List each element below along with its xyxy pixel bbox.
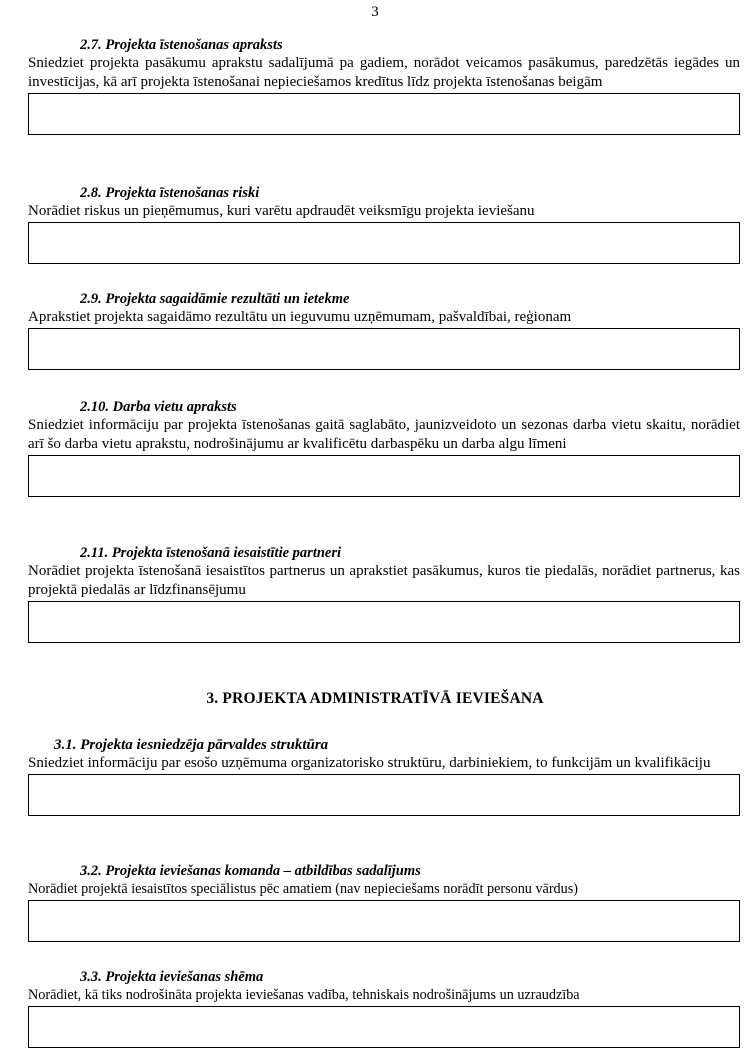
answer-box-2-7[interactable]: [28, 93, 740, 135]
section-description: Sniedziet projekta pasākumu aprakstu sadalījumā pa gadiem, norādot veicamos pasākumus, paredzētās iegādes un investīcijas, kā arī projekta īstenošanai nepieciešamos kredītus līdz projekta īstenošanas beigām: [28, 55, 740, 90]
answer-box-3-2[interactable]: [28, 900, 740, 942]
section-description: Norādiet, kā tiks nodrošināta projekta ieviešanas vadība, tehniskais nodrošinājums un uzraudzība: [28, 987, 580, 1003]
section-description: Sniedziet informāciju par projekta īstenošanas gaitā saglabāto, jaunizveidoto un sezonas darba vietu skaitu, norādiet arī šo darba vietu aprakstu, nodrošinājumu ar kvalificētu darbaspēku un darba algu līmeni: [28, 417, 740, 452]
answer-box-2-10[interactable]: [28, 455, 740, 497]
section-title: 2.7. Projekta īstenošanas apraksts: [80, 37, 283, 53]
answer-box-2-8[interactable]: [28, 222, 740, 264]
section-title: 2.10. Darba vietu apraksts: [80, 399, 237, 415]
section-3-3: [28, 968, 740, 1048]
section-title: 3.2. Projekta ieviešanas komanda – atbildības sadalījums: [80, 863, 421, 879]
section-2-11: [28, 544, 740, 643]
section-2-10: [28, 398, 740, 497]
section-description: Aprakstiet projekta sagaidāmo rezultātu un ieguvumu uzņēmumam, pašvaldībai, reģionam: [28, 309, 572, 325]
answer-box-3-1[interactable]: [28, 774, 740, 816]
answer-box-2-11[interactable]: [28, 601, 740, 643]
section-description: Norādiet projektā iesaistītos speciālistus pēc amatiem (nav nepieciešams norādīt personu vārdus): [28, 881, 578, 897]
section-title: 2.8. Projekta īstenošanas riski: [80, 185, 260, 201]
section-title: 3.1. Projekta iesniedzēja pārvaldes struktūra: [54, 737, 329, 753]
section-2-8: [28, 184, 740, 264]
section-title: 2.11. Projekta īstenošanā iesaistītie partneri: [80, 545, 342, 561]
section-2-7: [28, 36, 740, 135]
section-2-9: [28, 290, 740, 370]
section-description: Sniedziet informāciju par esošo uzņēmuma organizatorisko struktūru, darbiniekiem, to funkcijām un kvalifikāciju: [28, 755, 711, 771]
section-description: Norādiet riskus un pieņēmumus, kuri varētu apdraudēt veiksmīgu projekta ieviešanu: [28, 203, 535, 219]
section-title: 3.3. Projekta ieviešanas shēma: [80, 969, 264, 985]
section-3-1: [28, 736, 740, 816]
chapter-heading: 3. PROJEKTA ADMINISTRATĪVĀ IEVIEŠANA: [206, 690, 544, 707]
answer-box-2-9[interactable]: [28, 328, 740, 370]
page-number: 3: [371, 4, 379, 20]
section-description: Norādiet projekta īstenošanā iesaistītos partnerus un aprakstiet pasākumus, kuros tie piedalās, norādiet partnerus, kas projektā piedalās ar līdzfinansējumu: [28, 563, 740, 598]
section-title: 2.9. Projekta sagaidāmie rezultāti un ietekme: [80, 291, 350, 307]
section-3-2: [28, 862, 740, 942]
answer-box-3-3[interactable]: [28, 1006, 740, 1048]
